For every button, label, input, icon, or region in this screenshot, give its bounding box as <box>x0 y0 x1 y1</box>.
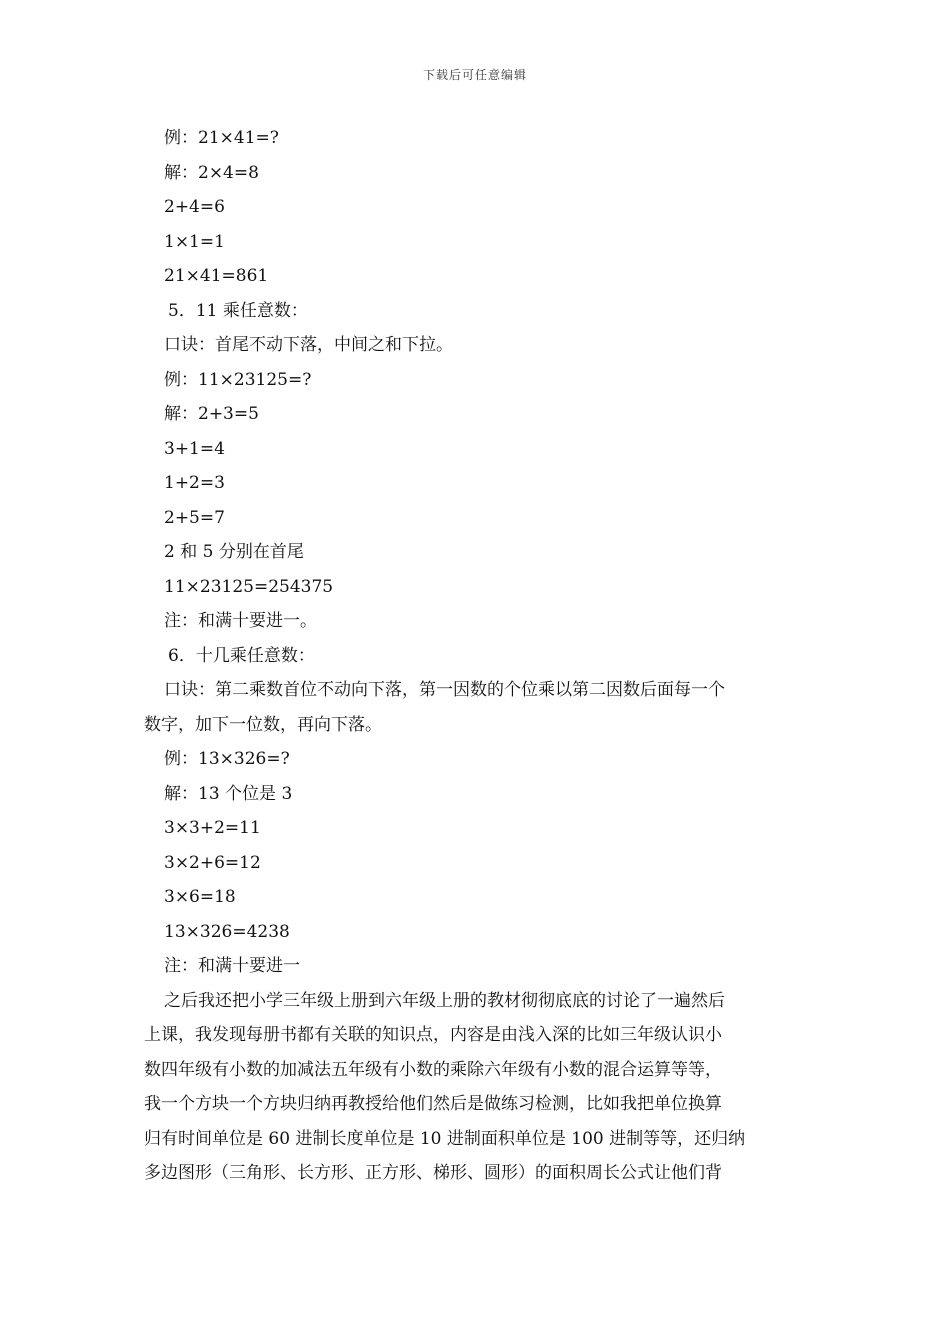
calc-line: 3×2+6=12 <box>164 852 261 873</box>
paragraph-line: 数四年级有小数的加减法五年级有小数的乘除六年级有小数的混合运算等等， <box>144 1059 722 1080</box>
document-body <box>144 121 808 1191</box>
calc-line: 3×6=18 <box>164 887 236 907</box>
calc-line: 3+1=4 <box>164 438 225 459</box>
result-line: 13×326=4238 <box>164 921 290 942</box>
page-header: 下载后可任意编辑 <box>422 68 527 82</box>
mnemonic-line: 口诀：第二乘数首位不动向下落，第一因数的个位乘以第二因数后面每一个 <box>164 680 725 700</box>
solution-line: 解：2+3=5 <box>164 404 259 424</box>
result-line: 11×23125=254375 <box>164 576 334 597</box>
paragraph-line: 多边图形（三角形、长方形、正方形、梯形、圆形）的面积周长公式让他们背 <box>144 1163 722 1183</box>
note-line: 2 和 5 分别在首尾 <box>164 542 304 562</box>
section-heading: 6．十几乘任意数： <box>168 645 315 666</box>
section-heading: 5．11 乘任意数： <box>168 300 308 321</box>
calc-line: 2+5=7 <box>164 507 225 528</box>
paragraph-line: 之后我还把小学三年级上册到六年级上册的教材彻彻底底的讨论了一遍然后 <box>164 990 725 1011</box>
note-line: 注：和满十要进一 <box>164 956 300 976</box>
calc-line: 1×1=1 <box>164 231 225 252</box>
mnemonic-line: 口诀：首尾不动下落，中间之和下拉。 <box>164 335 453 355</box>
solution-line: 解：2×4=8 <box>164 162 259 183</box>
solution-line: 解：13 个位是 3 <box>164 783 293 804</box>
example-line: 例：11×23125=? <box>164 369 312 390</box>
calc-line: 1+2=3 <box>164 473 225 493</box>
body-paragraph <box>144 984 808 1191</box>
example-line: 例：21×41=? <box>164 128 279 148</box>
paragraph-line: 上课，我发现每册书都有关联的知识点，内容是由浅入深的比如三年级认识小 <box>144 1025 722 1045</box>
paragraph-line: 归有时间单位是 60 进制长度单位是 10 进制面积单位是 100 进制等等，还归纳 <box>144 1128 746 1149</box>
note-line: 注：和满十要进一。 <box>164 611 317 631</box>
calc-line: 2+4=6 <box>164 197 225 217</box>
calc-line: 3×3+2=11 <box>164 818 261 838</box>
paragraph-line: 我一个方块一个方块归纳再教授给他们然后是做练习检测，比如我把单位换算 <box>144 1094 722 1114</box>
example-line: 例：13×326=? <box>164 749 290 769</box>
mnemonic-line-continued: 数字，加下一位数，再向下落。 <box>144 714 382 735</box>
result-line: 21×41=861 <box>164 266 269 286</box>
